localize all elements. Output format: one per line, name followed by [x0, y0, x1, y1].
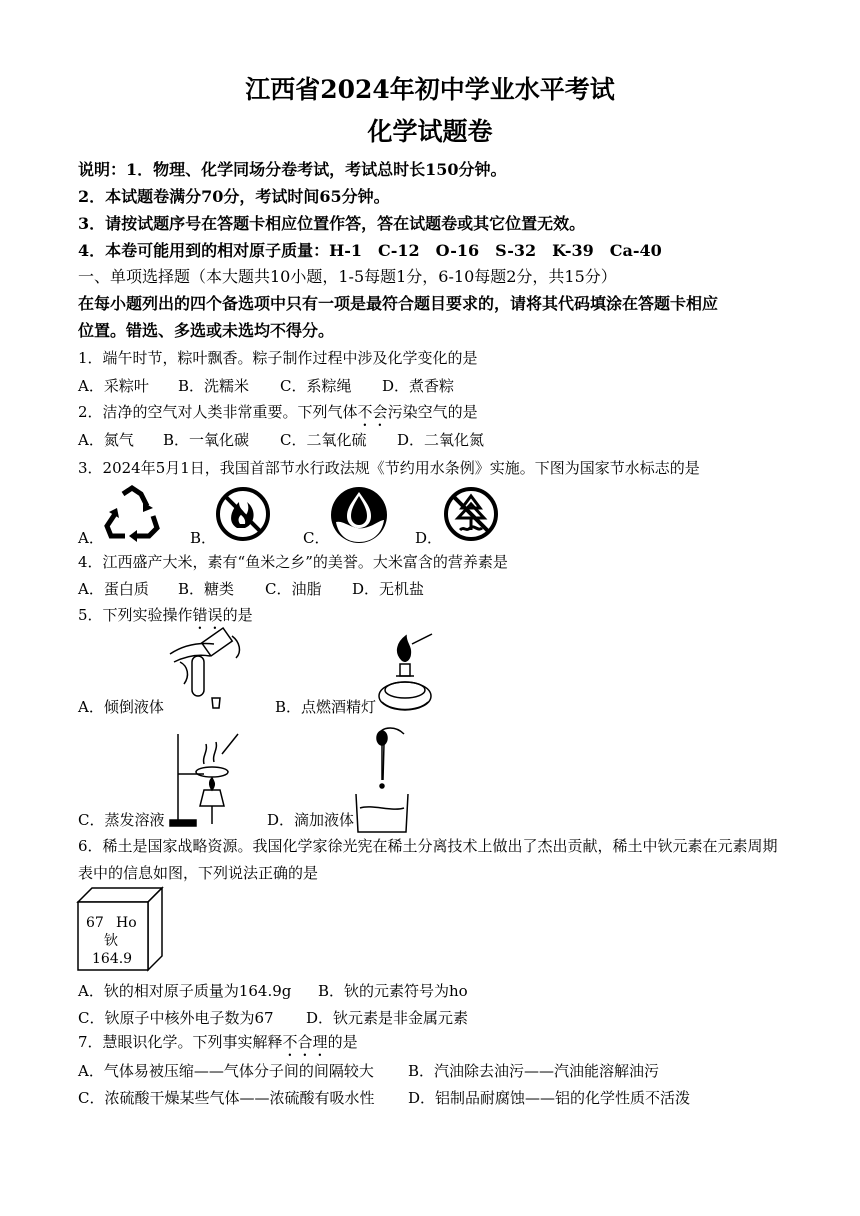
section-instruction-2: 位置。错选、多选或未选均不得分。	[78, 321, 335, 340]
note-1: 说明：1．物理、化学同场分卷考试，考试总时长150分钟。	[78, 160, 507, 179]
q2-option-b: B．一氧化碳	[163, 431, 250, 449]
q3-option-d: D．	[415, 529, 443, 547]
q4-option-d: D．无机盐	[352, 580, 425, 598]
no-fire-icon	[215, 486, 271, 542]
q1-option-b: B．洗糯米	[178, 377, 250, 395]
water-saving-icon	[330, 486, 388, 544]
no-logging-icon	[442, 486, 500, 542]
q7-option-c: C．浓硫酸干燥某些气体——浓硫酸有吸水性	[78, 1089, 375, 1107]
q1-option-d: D．煮香粽	[382, 377, 455, 395]
q3-stem: 3．2024年5月1日，我国首部节水行政法规《节约用水条例》实施。下图为国家节水标志的是	[78, 459, 700, 477]
exam-subtitle: 化学试题卷	[367, 117, 493, 146]
q4-option-c: C．油脂	[265, 580, 322, 598]
q2-stem: 2．洁净的空气对人类非常重要。下列气体不会污染空气的是	[78, 403, 478, 421]
element-name: 钬	[104, 933, 118, 949]
note-2: 2．本试题卷满分70分，考试时间65分钟。	[78, 187, 390, 206]
q4-option-b: B．糖类	[178, 580, 235, 598]
element-atomic-mass: 164.9	[92, 951, 133, 967]
q1-option-c: C．系粽绳	[280, 377, 352, 395]
q7-option-d: D．铝制品耐腐蚀——铝的化学性质不活泼	[408, 1089, 691, 1107]
q6-option-d: D．钬元素是非金属元素	[306, 1009, 469, 1027]
element-atomic-number: 67	[86, 915, 104, 931]
q6-option-c: C．钬原子中核外电子数为67	[78, 1009, 274, 1027]
q6-option-a: A．钬的相对原子质量为164.9g	[78, 982, 292, 1000]
note-3: 3．请按试题序号在答题卡相应位置作答，答在试题卷或其它位置无效。	[78, 214, 586, 233]
evaporating-solution-illustration	[168, 730, 250, 830]
q5-option-d: D．滴加液体	[267, 811, 355, 829]
q4-stem: 4．江西盛产大米，素有“鱼米之乡”的美誉。大米富含的营养素是	[78, 553, 508, 571]
lighting-alcohol-lamp-illustration	[372, 632, 442, 716]
q5-option-b: B．点燃酒精灯	[275, 698, 377, 716]
q7-option-b: B．汽油除去油污——汽油能溶解油污	[408, 1062, 660, 1080]
q5-option-c: C．蒸发溶液	[78, 811, 165, 829]
q5-option-a: A．倾倒液体	[78, 698, 164, 716]
q6-stem-line-1: 6．稀土是国家战略资源。我国化学家徐光宪在稀土分离技术上做出了杰出贡献，稀土中钬元素在元素周期	[78, 837, 778, 855]
q1-option-a: A．采粽叶	[78, 377, 149, 395]
recycle-icon	[103, 486, 161, 542]
note-4: 4．本卷可能用到的相对原子质量：H-1 C-12 O-16 S-32 K-39 Ca-40	[78, 241, 662, 260]
pouring-liquid-illustration	[160, 632, 250, 714]
section-heading: 一、单项选择题（本大题共10小题，1-5每题1分，6-10每题2分，共15分）	[78, 267, 617, 286]
q3-option-b: B．	[190, 529, 217, 547]
q4-option-a: A．蛋白质	[78, 580, 149, 598]
q2-option-c: C．二氧化硫	[280, 431, 367, 449]
q3-option-c: C．	[303, 529, 330, 547]
q7-stem: 7．慧眼识化学。下列事实解释不合理的是	[78, 1033, 358, 1051]
q6-stem-line-2: 表中的信息如图，下列说法正确的是	[78, 864, 319, 882]
exam-title: 江西省2024年初中学业水平考试	[245, 75, 615, 104]
q2-option-a: A．氮气	[78, 431, 134, 449]
q1-stem: 1．端午时节，粽叶飘香。粽子制作过程中涉及化学变化的是	[78, 349, 478, 367]
q3-option-a: A．	[78, 529, 104, 547]
q2-option-d: D．二氧化氮	[397, 431, 485, 449]
element-symbol: Ho	[116, 915, 137, 931]
q5-stem: 5．下列实验操作错误的是	[78, 606, 253, 624]
dropping-liquid-illustration	[352, 724, 412, 836]
q7-option-a: A．气体易被压缩——气体分子间的间隔较大	[78, 1062, 374, 1080]
q6-option-b: B．钬的元素符号为ho	[318, 982, 468, 1000]
section-instruction-1: 在每小题列出的四个备选项中只有一项是最符合题目要求的，请将其代码填涂在答题卡相应	[78, 294, 719, 313]
